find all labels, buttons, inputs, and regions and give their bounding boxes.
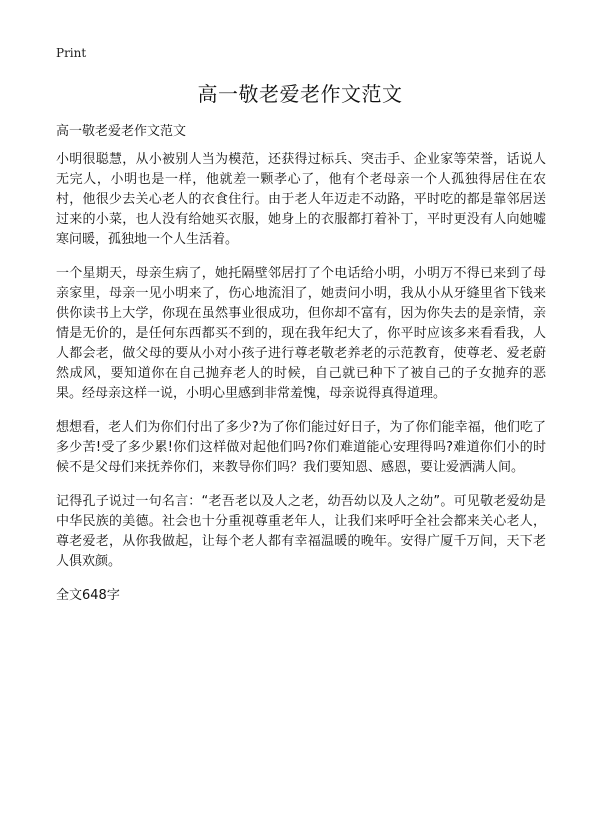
print-link[interactable]: Print — [56, 46, 87, 60]
paragraph-1: 小明很聪慧，从小被别人当为模范，还获得过标兵、突击手、企业家等荣誉，话说人无完人，小明也是一样，他就差一颗孝心了，他有个老母亲一个人孤独得居住在农村，他很少去关心老人的衣食住行。由于老人年迈走不动路，平时吃的都是靠邻居送过来的小菜，也人没有给她买衣服，她身上的衣服都打着补丁，平时更没有人向她嘘寒问暖，孤独地一个人生活着。 — [56, 152, 546, 247]
document-title: 高一敬老爱老作文范文 — [197, 82, 403, 106]
document-subtitle: 高一敬老爱老作文范文 — [56, 124, 187, 139]
word-count: 全文648字 — [56, 588, 120, 603]
paragraph-4: 记得孔子说过一句名言：“老吾老以及人之老，幼吾幼以及人之幼”。可见敬老爱幼是中华民族的美德。社会也十分重视尊重老年人，让我们来呼吁全社会都来关心老人，尊老爱老，从你我做起，让每个老人都有幸福温暖的晚年。安得广厦千万间，天下老人俱欢颜。 — [56, 494, 546, 569]
paragraph-2: 一个星期天，母亲生病了，她托隔壁邻居打了个电话给小明，小明万不得已来到了母亲家里，母亲一见小明来了，伤心地流泪了，她责问小明，我从小从牙缝里省下钱来供你读书上大学，你现在虽然事业很成功，但你却不富有，因为你失去的是亲情，亲情是无价的，是任何东西都买不到的，现在我年纪大了，你平时应该多来看看我，人人都会老，做父母的要从小对小孩子进行尊老敬老养老的示范教育，使尊老、爱老蔚然成风，要知道你在自己抛弃老人的时候，自己就已种下了被自己的子女抛弃的恶果。经母亲这样一说，小明心里感到非常羞愧，母亲说得真得道理。 — [56, 266, 546, 401]
document-body — [56, 150, 546, 606]
paragraph-3: 想想看，老人们为你们付出了多少?为了你们能过好日子，为了你们能幸福，他们吃了多少苦!受了多少累!你们这样做对起他们吗?你们难道能心安理得吗?难道你们小的时候不是父母们来抚养你们，来教导你们吗？我们要知恩、感恩，要让爱洒满人间。 — [56, 420, 546, 475]
